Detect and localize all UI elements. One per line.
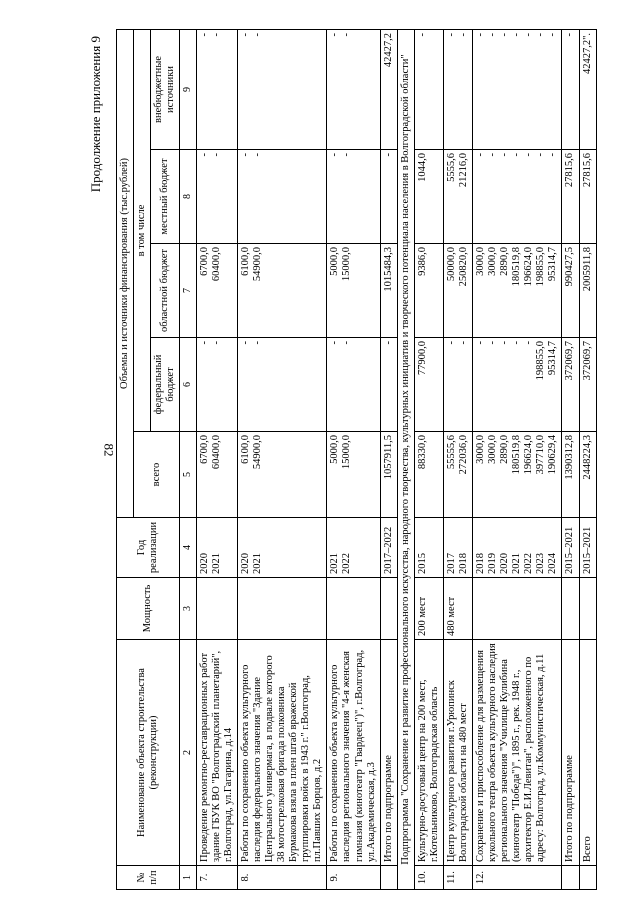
table-row: [380, 29, 397, 889]
header-no: № п/п: [117, 866, 180, 890]
subtotal-ext: 42427,2: [380, 29, 397, 149]
cell-value: 2015: [416, 553, 428, 574]
cell-no: [380, 866, 397, 890]
cell-fed: [473, 338, 562, 432]
cell-value: 2890,0: [499, 435, 511, 464]
cell-loc: [473, 150, 562, 244]
cell-years: [414, 518, 443, 578]
cell-value: -: [210, 32, 222, 37]
cell-capacity: 200 мест: [414, 578, 443, 640]
table-row: [579, 29, 596, 889]
table-row: [473, 29, 562, 889]
cell-value: -: [547, 153, 559, 157]
cell-fed: [443, 338, 472, 432]
cell-name: Культурно-досуговый центр на 200 мест, г.Котельниково, Волгоградская область: [414, 640, 443, 866]
grand-total-loc: 27815,6: [579, 150, 596, 244]
subtotal-reg: 1015484,3: [380, 244, 397, 338]
header-funding: Объемы и источники финансирования (тыс.рублей): [117, 29, 134, 517]
cell-value: 2021: [511, 553, 523, 574]
cell-capacity: [327, 578, 380, 640]
grand-total-reg: 2005911,8: [579, 244, 596, 338]
cell-no: 9.: [327, 866, 380, 890]
cell-name: Центр культурного развития г.Урюпинск Волгоградской области на 480 мест: [443, 640, 472, 866]
cell-capacity: [579, 578, 596, 640]
cell-reg: [237, 244, 326, 338]
cell-value: -: [523, 153, 535, 157]
cell-value: 2018: [457, 553, 469, 574]
cell-loc: [327, 150, 380, 244]
cell-value: 2022: [341, 553, 353, 574]
cell-ext: [237, 29, 326, 149]
cell-value: 2021: [252, 553, 263, 574]
subtotal-1: [380, 29, 414, 889]
grand-total-ext: 42427,2".: [579, 29, 596, 149]
cell-value: -: [198, 341, 210, 345]
cell-value: -: [445, 32, 457, 37]
cell-value: 60400,0: [210, 435, 222, 470]
cell-value: -: [547, 32, 559, 37]
cell-value: -: [341, 341, 353, 345]
subtotal-fed: -: [380, 338, 397, 432]
cell-value: 198855,0: [535, 341, 547, 381]
cell-no: 12.: [473, 866, 562, 890]
cell-value: -: [252, 32, 263, 37]
cell-fed: [237, 338, 326, 432]
subtotal-ext: -: [562, 29, 579, 149]
cell-value: 2019: [487, 553, 499, 574]
cell-value: -: [499, 32, 511, 37]
cell-name: Работы по сохранению объекта культурного наследия регионального значения "4-я женская гимназия (кинотеатр "Гвардеец")", г.Волгоград, ул.Академическая, д.3: [327, 640, 380, 866]
cell-fed: [414, 338, 443, 432]
subtotal-years: 2017–2022: [380, 518, 397, 578]
cell-name: Сохранение и приспособление для размещения кукольного театра объекта культурного наследия регионального значения "Училище Кулибина (кинотеатр "Победа")", 1895 г., рек. 1948 г., архитектор Е.И.Левитан", расположенного по адресу: Волгоград, ул.Коммунистическая, д.11: [473, 640, 562, 866]
table-row: [327, 29, 380, 889]
cell-value: -: [511, 341, 523, 345]
header-index: 5: [180, 432, 197, 518]
grand-total-years: 2015–2021: [579, 518, 596, 578]
cell-value: 3000,0: [475, 247, 486, 276]
cell-value: 2017: [445, 553, 457, 574]
table-row: [562, 29, 579, 889]
cell-value: -: [341, 32, 353, 37]
cell-total: [327, 432, 380, 518]
cell-no: 10.: [414, 866, 443, 890]
cell-value: -: [523, 32, 535, 37]
cell-ext: [473, 29, 562, 149]
header-index: 2: [180, 640, 197, 866]
cell-value: -: [329, 341, 341, 345]
cell-reg: [473, 244, 562, 338]
subtotal-fed: 372069,7: [562, 338, 579, 432]
cell-reg: [443, 244, 472, 338]
cell-ext: [414, 29, 443, 149]
cell-value: -: [239, 153, 251, 157]
cell-value: -: [210, 341, 222, 345]
cell-value: -: [198, 32, 210, 37]
subprogram-row: [397, 29, 414, 889]
cell-value: -: [511, 153, 523, 157]
cell-value: -: [341, 153, 353, 157]
cell-value: 77900,0: [416, 341, 428, 376]
cell-value: -: [487, 32, 499, 37]
cell-value: 6700,0: [198, 247, 210, 276]
cell-loc: [196, 150, 237, 244]
cell-value: 2024: [547, 553, 559, 574]
table-row: [443, 29, 472, 889]
cell-value: -: [475, 341, 486, 345]
cell-no: [579, 866, 596, 890]
cell-value: 55555,6: [445, 435, 457, 470]
grand-total-fed: 372069,7: [579, 338, 596, 432]
cell-loc: [237, 150, 326, 244]
cell-value: -: [252, 341, 263, 345]
cell-value: -: [210, 153, 222, 157]
cell-value: 54900,0: [252, 435, 263, 470]
header-index: 3: [180, 578, 197, 640]
cell-name: Проведение ремонтно-реставрационных работ здание ГБУК ВО "Волгоградский планетарий", г.Волгоград, ул.Гагарина, д.14: [196, 640, 237, 866]
cell-value: 88330,0: [416, 435, 428, 470]
cell-value: 5555,6: [445, 153, 457, 182]
cell-years: [327, 518, 380, 578]
cell-value: 50000,0: [445, 247, 457, 282]
header-index: 8: [180, 150, 197, 244]
cell-value: 60400,0: [210, 247, 222, 282]
header-loc: местный бюджет: [151, 150, 180, 244]
cell-value: 2023: [535, 553, 547, 574]
cell-value: 2021: [329, 553, 341, 574]
cell-value: 2890,0: [499, 247, 511, 276]
table-body-1: [196, 29, 380, 889]
cell-reg: [196, 244, 237, 338]
cell-value: -: [475, 32, 486, 37]
header-index: 6: [180, 338, 197, 432]
subtotal-years: 2015–2021: [562, 518, 579, 578]
cell-value: -: [487, 153, 499, 157]
cell-value: 190629,4: [547, 435, 559, 475]
subtotal-reg: 990427,5: [562, 244, 579, 338]
cell-no: 8.: [237, 866, 326, 890]
header-incl: в том числе: [134, 29, 151, 431]
cell-ext: [196, 29, 237, 149]
header-total: всего: [134, 432, 180, 518]
cell-capacity: [196, 578, 237, 640]
cell-value: -: [523, 341, 535, 345]
cell-fed: [327, 338, 380, 432]
cell-value: 2018: [475, 553, 486, 574]
cell-value: 54900,0: [252, 247, 263, 282]
cell-value: 15000,0: [341, 247, 353, 282]
cell-value: -: [416, 32, 428, 37]
rotated-sheet: [80, 30, 640, 890]
cell-value: -: [535, 32, 547, 37]
subtotal-label: Итого по подпрограмме: [562, 640, 579, 866]
table-row: [414, 29, 443, 889]
cell-value: -: [445, 341, 457, 345]
header-index: 7: [180, 244, 197, 338]
cell-loc: [443, 150, 472, 244]
cell-value: -: [499, 341, 511, 345]
header-capacity: Мощность: [117, 578, 180, 640]
cell-value: -: [239, 341, 251, 345]
cell-value: 2022: [523, 553, 535, 574]
subtotal-total: 1057911,5: [380, 432, 397, 518]
table-row: [237, 29, 326, 889]
cell-value: -: [329, 153, 341, 157]
cell-loc: [414, 150, 443, 244]
cell-total: [443, 432, 472, 518]
cell-years: [443, 518, 472, 578]
cell-value: -: [535, 153, 547, 157]
cell-value: 9386,0: [416, 247, 428, 276]
header-ext: внебюджетные источники: [151, 29, 180, 149]
cell-value: 196624,0: [523, 247, 535, 287]
cell-name: Работы по сохранению объекта культурного наследия федерального значения "Здание Центрального универмага, в подвале которого 38 мотострелковая бригада полковника Бурмакова взяла в плен штаб вражеской группировки войск в 1943 г." г.Волгоград, пл.Павших Борцов, д.2: [237, 640, 326, 866]
cell-value: 6100,0: [239, 247, 251, 276]
cell-total: [196, 432, 237, 518]
cell-value: 180519,8: [511, 247, 523, 287]
cell-capacity: [473, 578, 562, 640]
cell-value: 95314,7: [547, 341, 559, 376]
continuation-title: Продолжение приложения 9: [88, 36, 103, 193]
cell-value: 2021: [210, 553, 222, 574]
cell-value: -: [487, 341, 499, 345]
table-row: [196, 29, 237, 889]
header-index: 1: [180, 866, 197, 890]
cell-value: 3000,0: [475, 435, 486, 464]
cell-reg: [327, 244, 380, 338]
cell-value: 2020: [499, 553, 511, 574]
cell-total: [414, 432, 443, 518]
cell-capacity: [237, 578, 326, 640]
header-index: 9: [180, 29, 197, 149]
cell-value: -: [329, 32, 341, 37]
cell-value: 1044,0: [416, 153, 428, 182]
cell-value: 15000,0: [341, 435, 353, 470]
cell-value: -: [475, 153, 486, 157]
subtotal-label: Итого по подпрограмме: [380, 640, 397, 866]
cell-value: -: [252, 153, 263, 157]
subtotal-total: 1390312,8: [562, 432, 579, 518]
cell-capacity: [380, 578, 397, 640]
header-reg: областной бюджет: [151, 244, 180, 338]
cell-years: [196, 518, 237, 578]
cell-reg: [414, 244, 443, 338]
cell-no: 11.: [443, 866, 472, 890]
cell-value: -: [198, 153, 210, 157]
subtotal-loc: 27815,6: [562, 150, 579, 244]
cell-ext: [327, 29, 380, 149]
cell-value: -: [239, 32, 251, 37]
grand-total-total: 2448224,3: [579, 432, 596, 518]
totals: [562, 29, 596, 889]
cell-value: 196624,0: [523, 435, 535, 475]
table-header: [117, 29, 197, 889]
cell-years: [473, 518, 562, 578]
header-fed: федеральный бюджет: [151, 338, 180, 432]
cell-value: 3000,0: [487, 247, 499, 276]
cell-no: [562, 866, 579, 890]
header-name: Наименование объекта строительства (реконструкции): [117, 640, 180, 866]
subtotal-loc: -: [380, 150, 397, 244]
cell-value: 2020: [239, 553, 251, 574]
cell-value: 2020: [198, 553, 210, 574]
cell-no: 7.: [196, 866, 237, 890]
subprogram-title: Подпрограмма "Сохранение и развитие профессионального искусства, народного творчества, культурных инициатив и творческого потенциала населения в Волгоградской области": [397, 29, 414, 889]
cell-value: 3000,0: [487, 435, 499, 464]
cell-total: [237, 432, 326, 518]
cell-value: 5000,0: [329, 247, 341, 276]
funding-table: [116, 29, 597, 890]
cell-value: -: [499, 153, 511, 157]
cell-years: [237, 518, 326, 578]
header-year: Год реализации: [117, 518, 180, 578]
cell-value: 21216,0: [457, 153, 469, 188]
cell-fed: [196, 338, 237, 432]
cell-capacity: 480 мест: [443, 578, 472, 640]
cell-value: 397710,0: [535, 435, 547, 475]
header-index-row: [180, 29, 197, 889]
cell-ext: [443, 29, 472, 149]
table-body-2: [414, 29, 562, 889]
cell-value: 6700,0: [198, 435, 210, 464]
cell-total: [473, 432, 562, 518]
cell-capacity: [562, 578, 579, 640]
header-index: 4: [180, 518, 197, 578]
page-number: 82: [101, 443, 117, 457]
cell-value: 272036,0: [457, 435, 469, 475]
cell-value: 5000,0: [329, 435, 341, 464]
cell-value: -: [457, 341, 469, 345]
cell-value: 250820,0: [457, 247, 469, 287]
cell-value: -: [511, 32, 523, 37]
cell-value: 180519,8: [511, 435, 523, 475]
cell-value: 198855,0: [535, 247, 547, 287]
cell-value: -: [457, 32, 469, 37]
grand-total-label: Всего: [579, 640, 596, 866]
cell-value: 6100,0: [239, 435, 251, 464]
cell-value: 95314,7: [547, 247, 559, 282]
